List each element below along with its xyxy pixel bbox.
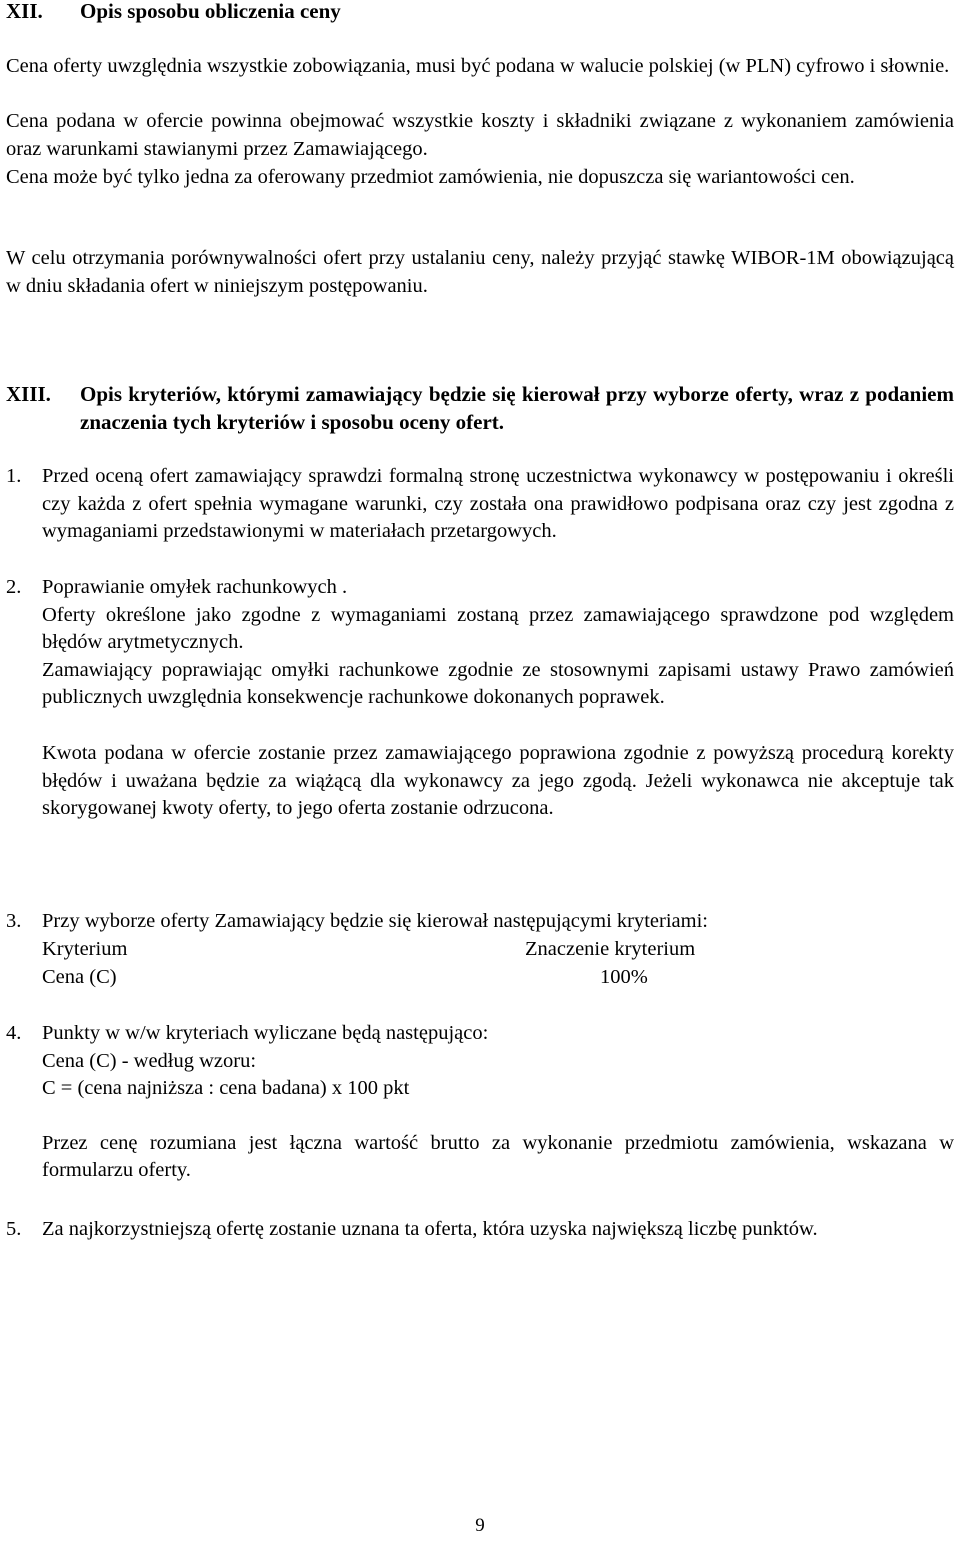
section-number: XIII. (6, 382, 51, 406)
paragraph-single-price: Cena może być tylko jedna za oferowany przedmiot zamówienia, nie dopuszcza się wariantowości cen. (6, 166, 855, 188)
item-heading: Poprawianie omyłek rachunkowych . (42, 576, 348, 598)
paragraph-wibor: W celu otrzymania porównywalności ofert przy ustalaniu ceny, należy przyjąć stawkę WIBOR-1M obowiązującą w dniu składania ofert w niniejszym postępowaniu. (6, 247, 954, 297)
section-title: Opis kryteriów, którymi zamawiający będzie się kierował przy wyborze oferty, wraz z podaniem znaczenia tych kryteriów i sposobu oceny ofert. (80, 382, 954, 434)
item-paragraph-corrections: Zamawiający poprawiając omyłki rachunkowe zgodnie ze stosownymi zapisami ustawy Prawo zamówień publicznych uwzględnia konsekwencje rachunkowe dokonanych poprawek. (42, 658, 954, 709)
section-title: Opis sposobu obliczenia ceny (80, 0, 341, 23)
item-note: Przez cenę rozumiana jest łączna wartość brutto za wykonanie przedmiotu zamówienia, wskazana w formularzu oferty. (42, 1131, 954, 1182)
item-text: Przy wyborze oferty Zamawiający będzie się kierował następującymi kryteriami: (42, 910, 708, 932)
section-xii-heading (6, 0, 954, 25)
section-xiii-heading (6, 380, 954, 436)
item-formula-intro: Cena (C) - według wzoru: (42, 1049, 257, 1072)
list-item-2 (6, 574, 954, 823)
criteria-table-header (42, 936, 954, 964)
list-number: 1. (6, 465, 22, 487)
criteria-weight: 100% (600, 965, 648, 988)
item-text: Punkty w w/w kryteriach wyliczane będą następująco: (42, 1022, 489, 1044)
list-item-4 (6, 1020, 954, 1185)
list-item-1 (6, 463, 954, 546)
criteria-header-name: Kryterium (42, 937, 128, 960)
item-text: Za najkorzystniejszą ofertę zostanie uznana ta oferta, która uzyska największą liczbę punktów. (42, 1218, 818, 1240)
list-item-3 (6, 908, 954, 992)
item-paragraph-amount: Kwota podana w ofercie zostanie przez zamawiającego poprawiona zgodnie z powyższą procedurą korekty błędów i uważana będzie za wiążącą dla wykonawcy za jego zgodą. Jeżeli wykonawca nie akceptuje tak skorygowanej kwoty oferty, to jego oferta zostanie odrzucona. (42, 741, 954, 820)
criteria-header-weight: Znaczenie kryterium (525, 937, 696, 960)
paragraph-price-currency: Cena oferty uwzględnia wszystkie zobowiązania, musi być podana w walucie polskiej (w PLN) cyfrowo i słownie. (6, 55, 950, 77)
page-number: 9 (475, 1515, 485, 1536)
paragraph-price-costs: Cena podana w ofercie powinna obejmować wszystkie koszty i składniki związane z wykonaniem zamówienia oraz warunkami stawianymi przez Zamawiającego. (6, 110, 954, 160)
criteria-table-row (42, 964, 954, 992)
list-number: 2. (6, 576, 22, 598)
list-number: 3. (6, 910, 22, 932)
list-number: 5. (6, 1218, 22, 1240)
criteria-name: Cena (C) (42, 965, 117, 988)
item-text: Przed oceną ofert zamawiający sprawdzi formalną stronę uczestnictwa wykonawcy w postępowaniu i określi czy każda z ofert spełnia wymagane warunki, czy została ona prawidłowo podpisana oraz czy jest zgodna z wymaganiami przedstawionymi w materiałach przetargowych. (42, 465, 954, 543)
item-formula: C = (cena najniższa : cena badana) x 100 pkt (42, 1077, 410, 1100)
list-number: 4. (6, 1022, 22, 1044)
section-number: XII. (6, 0, 43, 23)
item-paragraph-arithmetic: Oferty określone jako zgodne z wymaganiami zostaną przez zamawiającego sprawdzone pod względem błędów arytmetycznych. (42, 603, 954, 654)
list-item-5 (6, 1216, 954, 1244)
